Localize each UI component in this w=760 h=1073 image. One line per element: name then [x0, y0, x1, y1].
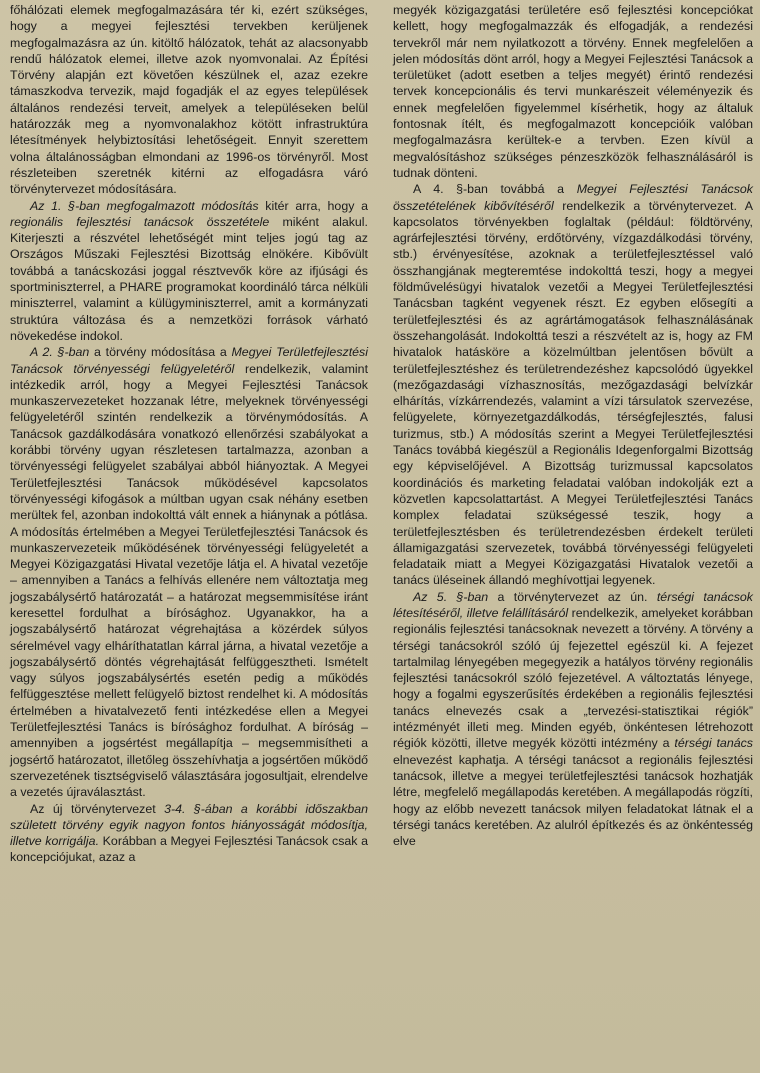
body-text: kitér arra, hogy a: [258, 198, 368, 213]
body-text: Az új törvénytervezet: [30, 801, 165, 816]
body-text: rendelkezik a törvénytervezet. A kapcsolatos törvényekben foglaltak (például: földtörvény, agrárfejlesztési törvény, erdőtörvény, vízgazdálkodási törvény, stb.) érvényesítése, azoknak a területfejlesztéssel való összhangjának megteremtése indokolttá teszi, hogy a megyei földművelésügyi hivatalok vezetői a Megyei Területfejlesztési Tanácsban tagként vegyenek részt. Ez egyben elősegíti a területfejlesztési és az agrártámogatások felhasználásának összehangolását. Indokolttá teszi a részvételt az is, hogy az FM hivatalok hatásköre a közelmúltban jelentősen bővült a területfejlesztéshez és területrendezéshez kapcsolódó ügyekkel (mezőgazdasági vízhasznosítás, mezőgazdasági belvízkár elhárítás, vízkárrendezés, valamint a vízi társulatok szervezése, felügyelete, környezetgazdálkodás, térségfejlesztés, falusi turizmus, stb.) A módosítás szerint a Megyei Területfejlesztési Tanács továbbá kiegészül a Regionális Idegenforgalmi Bizottság egy képviselőjével. A Bizottság turizmussal kapcsolatos koordinációs és marketing feladatai valóban indokolják ezt a közvetlen kapcsolattartást. A Megyei Területfejlesztési Tanács komplex feladatai szükségessé teszik, hogy a területfejlesztésben és területrendezésben érdekelt területi államigazgatási szervezetek, továbbá törvényességi felügyeleti feladataik miatt a Megyei Közigazgatási Hivatalok vezetői a tanács üléseinek állandó meghívottjai legyenek.: [393, 198, 753, 588]
paragraph: [10, 801, 368, 866]
italic-text: térségi tanács: [674, 736, 754, 751]
body-text: A 4. §-ban továbbá a: [413, 182, 577, 197]
paragraph: [393, 181, 753, 588]
body-text: rendelkezik, amelyeket korábban regionális fejlesztési tanácsoknak nevezett a törvény. A törvény a térségi tanácsokról szóló új fejezettel egészül ki. A fejezet tartalmilag lényegében megegyezik a hatályos törvény regionális fejlesztési tanácsokról szóló fejezetével. A változtatás lényege, hogy a fogalmi egyszerűsítés érdekében a regionális fejlesztési tanács elnevezés csak a „tervezési-statisztikai régiók” intézményét illeti meg. Minden egyéb, önkéntesen létrehozott régiók közötti, illetve megyék közötti intézmény a: [393, 605, 753, 751]
paragraph: megyék közigazgatási területére eső fejlesztési koncepciókat kellett, hogy megfogalmazzák és elfogadják, a rendezési tervekről már nem nyilatkozott a törvény. Ennek megfelelően a jelen módosítás dönt arról, hogy a Megyei Fejlesztési Tanácsok a területüket (adott esetben a teljes megyét) érintő rendezési tervek koncepcionális és tervi munkarészeit véleményezik és ennek megfelelően figyelemmel kísérhetik, hogy az általuk fontosnak ítélt, és megfogalmazott koncepcióik valóban megfogalmazásra kerültek-e a tervben. Ezen kívül a megvalósításhoz szükséges pénzeszközök felhasználásáról is tudnak dönteni.: [393, 3, 753, 180]
paragraph: [10, 344, 368, 800]
body-text: a törvénytervezet az ún.: [488, 589, 657, 604]
body-text: rendelkezik, valamint intézkedik arról, hogy a Megyei Fejlesztési Tanácsok munkaszervezeteket hozzanak létre, melyeknek törvényességi felügyeletéről szintén rendelkezik a törvénymódosítás. A Tanácsok gazdálkodására vonatkozó ellenőrzési szabályokat a korábbi törvény ugyan részletesen tartalmazza, azonban a törvényességi felügyelet szabályai abból hiányoztak. A Megyei Területfejlesztési Tanácsok működésével kapcsolatos törvényességi kifogások a múltban ugyan csak néhány esetben merültek fel, azonban indokolttá vált ennek a hiánynak a pótlása. A módosítás értelmében a Megyei Területfejlesztési Tanácsok és munkaszervezeteik működésének törvényességi felügyeletét a Megyei Közigazgatási Hivatal vezetője látja el. A hivatal vezetője – amennyiben a Tanács a felhívás ellenére nem változtatja meg jogszabálysértő határozatát – a határozat megsemmisítése iránt keresettel fordulhat a bírósághoz. Ugyanakkor, ha a jogszabálysértő határozat végrehajtása a közérdek súlyos sérelmével vagy elháríthatatlan kárral járna, a hivatal vezetője a jogszabálysértő döntés végrehajtását felfüggesztheti. Ismételt vagy súlyos jogszabálysértés esetén pedig a működés felfüggesztése mellett felügyelő biztost rendelhet ki. A módosítás értelmében a hivatalvezető fenti intézkedése ellen a Megyei Területfejlesztési Tanács is bírósághoz fordulhat. A bíróság – amennyiben a jogsértést megállapítja – megsemmisítheti a jogsértő határozatot, illetőleg összehívhatja a jogsértően működő szervezetének tisztségviselő választására jogosultjait, elrendelve a vezetés újraválasztást.: [10, 361, 369, 800]
body-text: Korábban a Megyei Fejlesztési Tanácsok csak a koncepciójukat, azaz a: [10, 834, 369, 865]
paragraph: [10, 198, 368, 345]
italic-text: Az 1. §-ban megfogalmazott módosítás: [30, 198, 259, 213]
body-text: a törvény módosítása a: [89, 345, 232, 360]
italic-text: Az 5. §-ban: [413, 589, 489, 604]
italic-text: 3-4. §-ában a korábbi időszakban született törvény egyik nagyon fontos hiányosságát módosítja, illetve korrigálja.: [10, 801, 369, 849]
body-text: elnevezést kaphatja. A térségi tanácsot a regionális fejlesztési tanácsok, illetve a megyei területfejlesztési tanácsok hozhatják létre, megfelelő megállapodás keretében. A megállapodás rögzíti, hogy az előbb nevezett tanácsok milyen feladatokat látnak el a térségi tanács keretében. Az alulról építkezés és az önkéntesség elve: [393, 752, 753, 849]
right-column: [393, 2, 753, 849]
paragraph: főhálózati elemek megfogalmazására tér ki, ezért szükséges, hogy a megyei fejlesztési tervekben kerüljenek megfogalmazásra az ún. kitöltő hálózatok, tehát az alacsonyabb rendű hálózatok elemei, illetve azok nyomvonalai. Az Építési Törvény alapján ezt követően készülnek el, azaz ezekre támaszkodva tervezik, majd fogadják el az egyes települések általános rendezési terveit, amelyek a településeken belül határozzák meg a nyomvonalakhoz kötött infrastruktúra létesítmények helybiztosítási lehetőségeit. Ennyit szerettem volna általánosságban elmondani az 1996-os törvényről. Most részleteiben szeretnék kitérni az elfogadásra váró törvénytervezet módosítására.: [10, 3, 368, 197]
body-text: miként alakul. Kiterjeszti a részvétel lehetőségét mint teljes jogú tag az Országos Műszaki Fejlesztési Bizottság elnökére. Kibővült továbbá a tanácskozási joggal résztvevők köre az ifjúsági és sportminiszterrel, a PHARE programokat koordináló tárca nélküli miniszterrel, valamint a külügyminiszterrel, amit a kormányzati struktúra változása és a nemzetközi források várható növekedése indokol.: [10, 214, 368, 343]
italic-text: Megyei Fejlesztési Tanácsok összetételének kibővítéséről: [393, 182, 753, 213]
left-column: [10, 2, 368, 866]
italic-text: Megyei Területfejlesztési Tanácsok törvényességi felügyeletéről: [10, 345, 368, 376]
italic-text: A 2. §-ban: [30, 345, 90, 360]
paragraph: [393, 589, 753, 850]
italic-text: regionális fejlesztési tanácsok összetétele: [10, 214, 270, 229]
italic-text: térségi tanácsok létesítéséről, illetve felállításáról: [393, 589, 753, 620]
